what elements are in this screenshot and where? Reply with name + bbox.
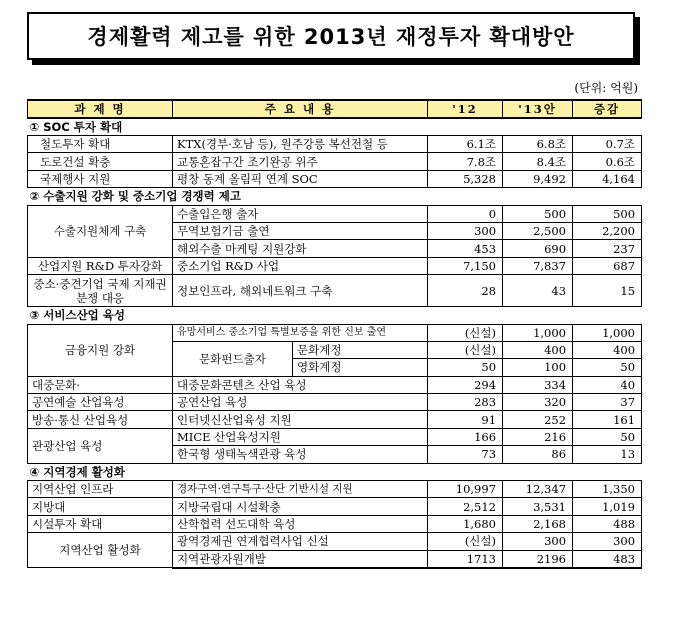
unit-label: (단위: 억원) — [574, 81, 638, 95]
content-cell: 무역보험기금 출연 — [173, 222, 428, 239]
value-2012: 7,150 — [428, 257, 503, 274]
value-2012: 1713 — [428, 550, 503, 568]
content-cell: 해외수출 마케팅 지원강화 — [173, 240, 428, 257]
value-diff: 400 — [573, 341, 642, 358]
value-diff: 500 — [573, 205, 642, 222]
content-cell: 대중문화콘텐츠 산업 육성 — [173, 376, 428, 393]
value-diff: 15 — [573, 275, 642, 307]
value-diff: 1,000 — [573, 324, 642, 341]
value-2012: 7.8조 — [428, 153, 503, 170]
content-cell: 수출입은행 출자 — [173, 205, 428, 222]
task-cell: 금융지원 강화 — [28, 324, 173, 376]
value-2013: 1,000 — [503, 324, 573, 341]
header-2012: '12 — [428, 100, 503, 118]
task-cell: 공연예술 산업육성 — [28, 394, 173, 411]
content-cell: 한국형 생태녹색관광 육성 — [173, 446, 428, 463]
value-diff: 161 — [573, 411, 642, 428]
section-row — [28, 463, 642, 480]
value-2013: 12,347 — [503, 481, 573, 498]
table-row — [28, 205, 642, 222]
table-header-row — [28, 100, 642, 118]
value-2012: (신설) — [428, 324, 503, 341]
value-2013: 2196 — [503, 550, 573, 568]
budget-table — [27, 99, 642, 569]
task-cell: 국제행사 지원 — [28, 170, 173, 187]
content-cell: MICE 산업육성지원 — [173, 428, 428, 445]
content-cell: 경자구역·연구특구·산단 기반시설 지원 — [173, 481, 428, 498]
task-cell: 도로건설 확충 — [28, 153, 173, 170]
content-cell: 지방국립대 시설확충 — [173, 498, 428, 515]
value-diff: 1,350 — [573, 481, 642, 498]
section-row — [28, 188, 642, 205]
task-cell: 방송·통신 산업육성 — [28, 411, 173, 428]
value-2013: 690 — [503, 240, 573, 257]
value-2012: 50 — [428, 359, 503, 376]
content-cell: 인터넷신산업육성 지원 — [173, 411, 428, 428]
value-diff: 0.6조 — [573, 153, 642, 170]
content-cell: 교통혼잡구간 조기완공 위주 — [173, 153, 428, 170]
value-2012: 28 — [428, 275, 503, 307]
value-2013: 2,168 — [503, 515, 573, 532]
table-row — [28, 170, 642, 187]
table-row — [28, 257, 642, 274]
value-2012: 1,680 — [428, 515, 503, 532]
table-row — [28, 533, 642, 550]
table-row — [28, 324, 642, 341]
value-2012: 453 — [428, 240, 503, 257]
value-2012: 73 — [428, 446, 503, 463]
table-row — [28, 136, 642, 153]
content-cell: 광역경제권 연계협력사업 신설 — [173, 533, 428, 550]
table-row — [28, 376, 642, 393]
value-2013: 300 — [503, 533, 573, 550]
value-2012: 166 — [428, 428, 503, 445]
value-diff: 37 — [573, 394, 642, 411]
value-2013: 43 — [503, 275, 573, 307]
value-2013: 320 — [503, 394, 573, 411]
table-row — [28, 411, 642, 428]
content-cell: 유망서비스 중소기업 특별보증을 위한 신보 출연 — [173, 324, 428, 341]
table-row — [28, 428, 642, 445]
table-row — [28, 481, 642, 498]
content-cell: 평창 동계 올림픽 연계 SOC — [173, 170, 428, 187]
task-cell: 산업지원 R&D 투자강화 — [28, 257, 173, 274]
table-row — [28, 394, 642, 411]
content-cell: 정보인프라, 해외네트워크 구축 — [173, 275, 428, 307]
value-diff: 4,164 — [573, 170, 642, 187]
value-2013: 400 — [503, 341, 573, 358]
task-cell: 대중문화· — [28, 376, 173, 393]
content-cell: 산학협력 선도대학 육성 — [173, 515, 428, 532]
task-cell: 시설투자 확대 — [28, 515, 173, 532]
task-cell: 지역산업 인프라 — [28, 481, 173, 498]
table-row — [28, 498, 642, 515]
value-2013: 500 — [503, 205, 573, 222]
value-2013: 100 — [503, 359, 573, 376]
value-2012: 10,997 — [428, 481, 503, 498]
content-cell: 문화펀드출자 — [173, 341, 293, 376]
task-cell: 지방대 — [28, 498, 173, 515]
table-row — [28, 153, 642, 170]
table-row — [28, 275, 642, 307]
value-2013: 7,837 — [503, 257, 573, 274]
value-2013: 8.4조 — [503, 153, 573, 170]
value-2013: 9,492 — [503, 170, 573, 187]
sub-content-cell: 문화계정 — [293, 341, 428, 358]
header-2013: '13안 — [503, 100, 573, 118]
value-diff: 50 — [573, 428, 642, 445]
content-cell: 중소기업 R&D 사업 — [173, 257, 428, 274]
value-diff: 488 — [573, 515, 642, 532]
section-title: ① SOC 투자 확대 — [28, 118, 642, 136]
value-diff: 687 — [573, 257, 642, 274]
value-2013: 2,500 — [503, 222, 573, 239]
task-cell: 관광산업 육성 — [28, 428, 173, 463]
value-2013: 3,531 — [503, 498, 573, 515]
task-cell: 수출지원체계 구축 — [28, 205, 173, 257]
value-2012: 91 — [428, 411, 503, 428]
value-2012: 5,328 — [428, 170, 503, 187]
page-title: 경제활력 제고를 위한 2013년 재정투자 확대방안 — [87, 25, 575, 49]
table-row — [28, 515, 642, 532]
value-2013: 334 — [503, 376, 573, 393]
value-2012: 6.1조 — [428, 136, 503, 153]
value-2013: 216 — [503, 428, 573, 445]
value-diff: 483 — [573, 550, 642, 568]
value-2012: 300 — [428, 222, 503, 239]
value-diff: 237 — [573, 240, 642, 257]
header-content: 주 요 내 용 — [173, 100, 428, 118]
value-diff: 2,200 — [573, 222, 642, 239]
value-2012: 283 — [428, 394, 503, 411]
section-title: ③ 서비스산업 육성 — [28, 307, 642, 324]
value-diff: 13 — [573, 446, 642, 463]
section-row — [28, 118, 642, 136]
title-box — [27, 12, 635, 60]
value-2013: 252 — [503, 411, 573, 428]
value-2012: 0 — [428, 205, 503, 222]
value-diff: 50 — [573, 359, 642, 376]
value-diff: 1,019 — [573, 498, 642, 515]
task-cell: 지역산업 활성화 — [28, 533, 173, 568]
value-diff: 300 — [573, 533, 642, 550]
value-2012: (신설) — [428, 533, 503, 550]
header-task: 과 제 명 — [28, 100, 173, 118]
value-2012: 2,512 — [428, 498, 503, 515]
content-cell: 공연산업 육성 — [173, 394, 428, 411]
content-cell: KTX(경부·호남 등), 원주강릉 복선전철 등 — [173, 136, 428, 153]
value-diff: 0.7조 — [573, 136, 642, 153]
value-diff: 40 — [573, 376, 642, 393]
section-row — [28, 307, 642, 324]
section-title: ② 수출지원 강화 및 중소기업 경쟁력 제고 — [28, 188, 642, 205]
value-2013: 86 — [503, 446, 573, 463]
section-title: ④ 지역경제 활성화 — [28, 463, 642, 480]
value-2012: 294 — [428, 376, 503, 393]
content-cell: 지역관광자원개발 — [173, 550, 428, 568]
sub-content-cell: 영화계정 — [293, 359, 428, 376]
header-diff: 증감 — [573, 100, 642, 118]
value-2012: (신설) — [428, 341, 503, 358]
task-cell: 중소·중견기업 국제 지재권 분쟁 대응 — [28, 275, 173, 307]
value-2013: 6.8조 — [503, 136, 573, 153]
task-cell: 철도투자 확대 — [28, 136, 173, 153]
